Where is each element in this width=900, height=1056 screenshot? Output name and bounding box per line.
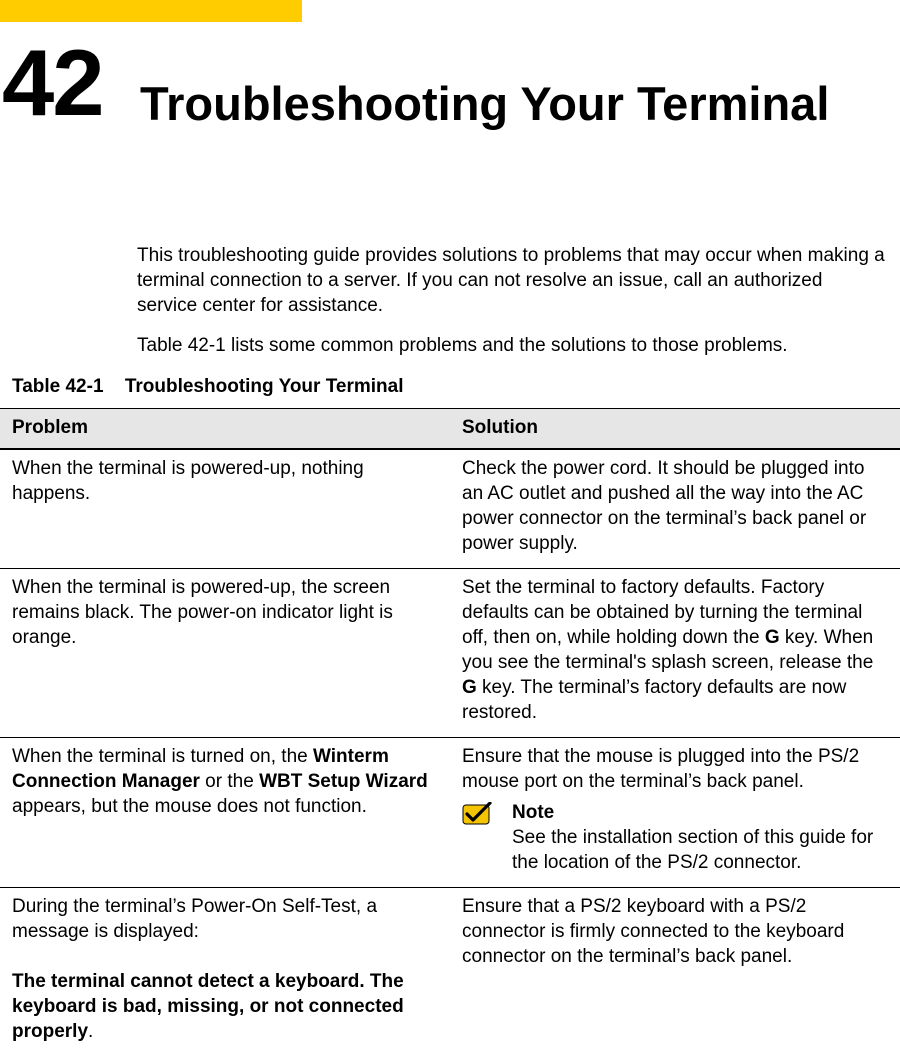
table-row — [0, 888, 900, 1056]
error-message-period: . — [88, 1021, 93, 1042]
troubleshooting-table — [0, 408, 900, 1056]
note-block — [462, 800, 888, 875]
table-header-row — [0, 409, 900, 450]
app-name: WBT Setup Wizard — [259, 771, 428, 792]
problem-text: appears, but the mouse does not function. — [12, 796, 367, 817]
chapter-number: 42 — [2, 36, 103, 130]
solution-cell — [450, 738, 900, 888]
page-title: Troubleshooting Your Terminal — [140, 80, 829, 127]
note-text: See the installation section of this guide for the location of the PS/2 connector. — [512, 827, 873, 873]
problem-text: or the — [200, 771, 259, 792]
problem-cell — [0, 738, 450, 888]
problem-cell: When the terminal is powered-up, nothing happens. — [0, 449, 450, 569]
checkmark-icon — [462, 800, 512, 875]
problem-cell: When the terminal is powered-up, the screen remains black. The power-on indicator light is orange. — [0, 569, 450, 738]
table-row — [0, 449, 900, 569]
table-row — [0, 738, 900, 888]
solution-cell: Ensure that a PS/2 keyboard with a PS/2 connector is firmly connected to the keyboard connector on the terminal’s back panel. — [450, 888, 900, 1056]
header-problem: Problem — [0, 409, 450, 450]
problem-text: When the terminal is turned on, the — [12, 746, 313, 767]
intro-paragraph: This troubleshooting guide provides solutions to problems that may occur when making a terminal connection to a server. If you can not resolve an issue, call an authorized service center for assistance. — [137, 243, 887, 318]
key-name: G — [462, 677, 477, 698]
solution-text: Ensure that the mouse is plugged into the PS/2 mouse port on the terminal’s back panel. — [462, 744, 888, 794]
table-caption-title: Troubleshooting Your Terminal — [125, 376, 404, 397]
solution-text: Set the terminal to factory defaults. Factory defaults can be obtained by turning the terminal off, then on, while holding down the — [462, 577, 862, 648]
solution-cell — [450, 569, 900, 738]
problem-cell — [0, 888, 450, 1056]
header-solution: Solution — [450, 409, 900, 450]
intro-paragraph-table-reference: Table 42-1 lists some common problems and the solutions to those problems. — [137, 333, 887, 358]
chapter-accent-bar — [0, 0, 302, 22]
solution-text: key. The terminal’s factory defaults are now restored. — [462, 677, 846, 723]
solution-cell: Check the power cord. It should be plugged into an AC outlet and pushed all the way into the AC power connector on the terminal’s back panel or power supply. — [450, 449, 900, 569]
table-caption — [12, 374, 404, 399]
error-message: The terminal cannot detect a keyboard. The keyboard is bad, missing, or not connected properly — [12, 971, 404, 1042]
table-caption-label: Table 42-1 — [12, 376, 104, 397]
table-row — [0, 569, 900, 738]
app-name: Winterm Connection Manager — [12, 746, 389, 792]
note-label: Note — [512, 800, 888, 825]
problem-text: During the terminal’s Power-On Self-Test, a message is displayed: — [12, 894, 438, 944]
solution-text: key. When you see the terminal's splash screen, release the — [462, 627, 873, 673]
key-name: G — [765, 627, 780, 648]
